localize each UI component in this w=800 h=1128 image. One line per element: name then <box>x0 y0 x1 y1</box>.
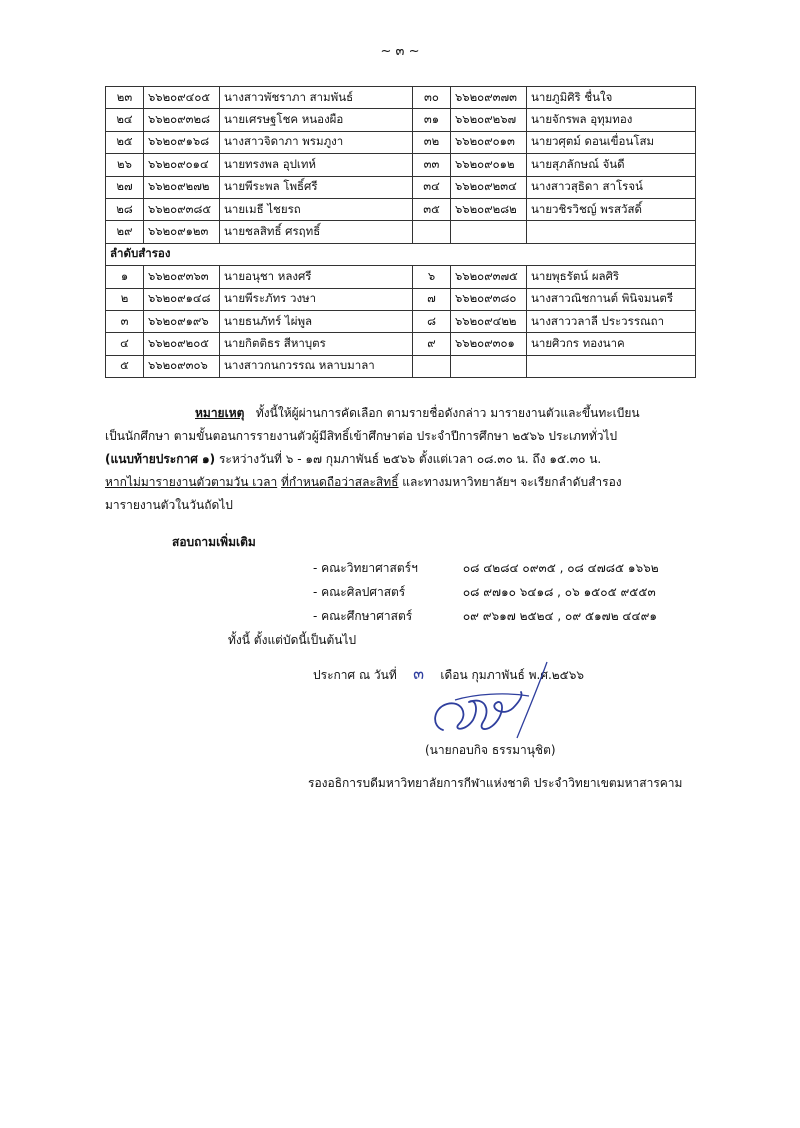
seq-cell: ๒๘ <box>106 198 144 220</box>
reserve-heading-row <box>106 243 696 265</box>
seq-cell: ๒๗ <box>106 176 144 198</box>
student-id-cell: ๖๖๒๐๙๒๖๗ <box>451 109 527 131</box>
seq-cell: ๓๒ <box>413 131 451 153</box>
student-name-cell: นางสาวสุธิดา สาโรจน์ <box>527 176 696 198</box>
student-id-cell: ๖๖๒๐๙๑๔๘ <box>144 288 220 310</box>
contact-phones: ๐๘ ๔๒๘๔ ๐๙๓๕ , ๐๘ ๔๗๘๕ ๑๖๖๒ <box>462 561 659 575</box>
notes-line2: เป็นนักศึกษา ตามขั้นตอนการรายงานตัวผู้มีสิทธิ์เข้าศึกษาต่อ ประจำปีการศึกษา ๒๕๖๖ ประเภททั่วไป <box>105 429 618 443</box>
student-id-cell: ๖๖๒๐๙๓๘๕ <box>144 198 220 220</box>
student-name-cell: นายพีระพล โพธิ์ศรี <box>220 176 413 198</box>
date-day: ๓ <box>413 664 425 683</box>
seq-cell: ๒๙ <box>106 221 144 243</box>
contact-title: สอบถามเพิ่มเติม <box>172 535 256 549</box>
seq-cell: ๓๑ <box>413 109 451 131</box>
contact-faculty: - คณะวิทยาศาสตร์ฯ <box>313 561 418 575</box>
student-name-cell: นายภูมิศิริ ชื่นใจ <box>527 87 696 109</box>
seq-cell: ๒ <box>106 288 144 310</box>
student-name-cell: นายวศุตม์ ดอนเขื่อนโสม <box>527 131 696 153</box>
student-id-cell: ๖๖๒๐๙๒๘๒ <box>451 198 527 220</box>
seq-cell: ๒๔ <box>106 109 144 131</box>
contact-faculty: - คณะศิลปศาสตร์ <box>313 585 406 599</box>
seq-cell: ๒๓ <box>106 87 144 109</box>
reserve-heading-body <box>106 243 696 265</box>
contact-phones: ๐๘ ๙๗๑๐ ๖๔๑๘ , ๐๖ ๑๕๐๕ ๙๕๕๓ <box>462 585 656 599</box>
notes-warning-b: ที่กำหนดถือว่าสละสิทธิ์ <box>281 475 399 489</box>
student-name-cell: นายอนุชา หลงศรี <box>220 266 413 288</box>
reserve-heading: ลำดับสำรอง <box>106 243 696 265</box>
seq-cell: ๒๕ <box>106 131 144 153</box>
seq-cell: ๓๐ <box>413 87 451 109</box>
table-row <box>106 198 696 220</box>
student-name-cell: นางสาวพัชราภา สามพันธ์ <box>220 87 413 109</box>
student-id-cell: ๖๖๒๐๙๓๐๑ <box>451 333 527 355</box>
student-name-cell: นายทรงพล อุปเทห์ <box>220 154 413 176</box>
notes-attachment-ref: (แนบท้ายประกาศ ๑) <box>105 452 216 466</box>
seq-cell: ๓๔ <box>413 176 451 198</box>
table-row <box>106 221 696 243</box>
student-id-cell: ๖๖๒๐๙๓๘๐ <box>451 288 527 310</box>
notes-line4: และทางมหาวิทยาลัยฯ จะเรียกลำดับสำรอง <box>402 475 622 489</box>
student-name-cell: นางสาวณิชกานต์ พินิจมนตรี <box>527 288 696 310</box>
closing-line: ทั้งนี้ ตั้งแต่บัดนี้เป็นต้นไป <box>228 633 357 647</box>
seq-cell: ๓๓ <box>413 154 451 176</box>
student-name-cell: นายกิตติธร สีหาบุตร <box>220 333 413 355</box>
table-row <box>106 131 696 153</box>
student-name-cell: นายสุภลักษณ์ จันดี <box>527 154 696 176</box>
signer-position: รองอธิการบดีมหาวิทยาลัยการกีฬาแห่งชาติ ประจำวิทยาเขตมหาสารคาม <box>308 776 683 790</box>
student-id-cell: ๖๖๒๐๙๓๗๕ <box>451 266 527 288</box>
signature-mark <box>425 660 555 740</box>
student-name-cell <box>527 221 696 243</box>
table-row <box>106 176 696 198</box>
seq-cell: ๖ <box>413 266 451 288</box>
notes-warning-a: หากไม่มารายงานตัวตามวัน เวลา <box>105 475 278 489</box>
notes-label: หมายเหตุ <box>195 406 245 420</box>
roster-table <box>105 86 696 378</box>
seq-cell: ๓๕ <box>413 198 451 220</box>
date-month-year: เดือน กุมภาพันธ์ พ.ศ.๒๕๖๖ <box>440 668 584 682</box>
seq-cell: ๔ <box>106 333 144 355</box>
date-prefix: ประกาศ ณ วันที่ <box>313 668 397 682</box>
seq-cell: ๑ <box>106 266 144 288</box>
signer-name: (นายกอบกิจ ธรรมานุชิต) <box>425 743 556 757</box>
student-name-cell: นายเมธี ไชยรถ <box>220 198 413 220</box>
seq-cell: ๘ <box>413 310 451 332</box>
seq-cell <box>413 221 451 243</box>
student-id-cell <box>451 355 527 377</box>
reserve-roster-body <box>106 266 696 378</box>
contact-item <box>313 580 659 604</box>
seq-cell: ๓ <box>106 310 144 332</box>
table-row <box>106 310 696 332</box>
table-row <box>106 109 696 131</box>
student-name-cell: นายพีระภัทร วงษา <box>220 288 413 310</box>
table-row <box>106 355 696 377</box>
student-id-cell: ๖๖๒๐๙๑๖๘ <box>144 131 220 153</box>
student-id-cell: ๖๖๒๐๙๔๒๒ <box>451 310 527 332</box>
table-row <box>106 87 696 109</box>
seq-cell: ๒๖ <box>106 154 144 176</box>
contact-list <box>313 556 659 628</box>
student-id-cell: ๖๖๒๐๙๒๓๔ <box>451 176 527 198</box>
table-row <box>106 154 696 176</box>
student-name-cell <box>527 355 696 377</box>
contact-item <box>313 556 659 580</box>
student-name-cell: นายจักรพล อุทุมทอง <box>527 109 696 131</box>
student-id-cell: ๖๖๒๐๙๓๒๘ <box>144 109 220 131</box>
student-name-cell: นางสาวกนกวรรณ หลาบมาลา <box>220 355 413 377</box>
seq-cell: ๙ <box>413 333 451 355</box>
student-id-cell: ๖๖๒๐๙๐๑๒ <box>451 154 527 176</box>
student-name-cell: นายศิวกร ทองนาค <box>527 333 696 355</box>
student-id-cell: ๖๖๒๐๙๓๗๓ <box>451 87 527 109</box>
student-id-cell <box>451 221 527 243</box>
notes-line3: ระหว่างวันที่ ๖ - ๑๗ กุมภาพันธ์ ๒๕๖๖ ตั้งแต่เวลา ๐๘.๓๐ น. ถึง ๑๕.๓๐ น. <box>218 452 602 466</box>
student-id-cell: ๖๖๒๐๙๔๐๕ <box>144 87 220 109</box>
contact-phones: ๐๙ ๙๖๑๗ ๒๕๒๔ , ๐๙ ๕๑๗๒ ๔๔๙๑ <box>462 609 657 623</box>
student-name-cell: นายชลสิทธิ์ ศรฤทธิ์ <box>220 221 413 243</box>
seq-cell: ๗ <box>413 288 451 310</box>
seq-cell: ๕ <box>106 355 144 377</box>
student-id-cell: ๖๖๒๐๙๒๐๕ <box>144 333 220 355</box>
seq-cell <box>413 355 451 377</box>
student-name-cell: นายพุธรัตน์ ผลศิริ <box>527 266 696 288</box>
student-id-cell: ๖๖๒๐๙๐๑๔ <box>144 154 220 176</box>
student-name-cell: นายวชิรวิชญ์ พรสวัสดิ์ <box>527 198 696 220</box>
student-name-cell: นายเศรษฐโชค หนองผือ <box>220 109 413 131</box>
student-id-cell: ๖๖๒๐๙๓๖๓ <box>144 266 220 288</box>
contact-item <box>313 604 659 628</box>
student-id-cell: ๖๖๒๐๙๒๗๒ <box>144 176 220 198</box>
table-row <box>106 266 696 288</box>
student-id-cell: ๖๖๒๐๙๓๐๖ <box>144 355 220 377</box>
student-id-cell: ๖๖๒๐๙๐๑๓ <box>451 131 527 153</box>
table-row <box>106 333 696 355</box>
student-name-cell: นายธนภัทร์ ไผ่พูล <box>220 310 413 332</box>
contact-faculty: - คณะศึกษาศาสตร์ <box>313 609 413 623</box>
notes-line1: ทั้งนี้ให้ผู้ผ่านการคัดเลือก ตามรายชื่อดังกล่าว มารายงานตัวและขึ้นทะเบียน <box>255 406 640 420</box>
student-name-cell: นางสาวจิดาภา พรมภูงา <box>220 131 413 153</box>
notes-block <box>105 402 700 517</box>
main-roster-body <box>106 87 696 244</box>
student-id-cell: ๖๖๒๐๙๑๙๖ <box>144 310 220 332</box>
notes-line5: มารายงานตัวในวันถัดไป <box>105 498 233 512</box>
student-name-cell: นางสาววลาลี ประวรรณถา <box>527 310 696 332</box>
student-id-cell: ๖๖๒๐๙๑๒๓ <box>144 221 220 243</box>
page-number: ~ ๓ ~ <box>380 44 420 59</box>
table-row <box>106 288 696 310</box>
